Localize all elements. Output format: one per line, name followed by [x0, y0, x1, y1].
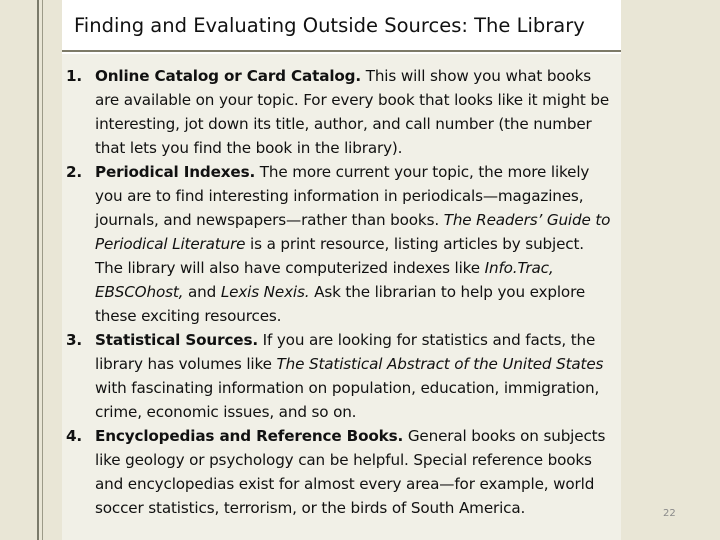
left-margin-band	[0, 0, 62, 540]
title-area	[62, 0, 621, 52]
content-area	[62, 54, 621, 540]
item-text: If you are looking for statistics and facts, the library has volumes like	[95, 331, 596, 373]
sources-list	[66, 64, 615, 520]
item-heading: Periodical Indexes.	[95, 163, 256, 181]
item-text: with fascinating information on population, education, immigration, crime, economic issues, and so on.	[95, 379, 600, 421]
list-item-periodical-indexes	[66, 160, 615, 328]
item-number: 1.	[66, 67, 83, 85]
list-item-encyclopedias	[66, 424, 615, 520]
item-text: The more current your topic, the more likely you are to find interesting information in periodicals—magazines, journals, and newspapers—rather than books.	[95, 163, 590, 229]
vertical-rule-thin	[42, 0, 43, 540]
vertical-rule	[37, 0, 39, 540]
list-item-online-catalog	[66, 64, 615, 160]
item-text-italic: The Readers’ Guide to Periodical Literature	[95, 211, 611, 253]
item-text: is a print resource, listing articles by subject. The library will also have computerized indexes like	[95, 235, 584, 277]
item-heading: Encyclopedias and Reference Books.	[95, 427, 404, 445]
item-text-italic: Info.Trac, EBSCOhost,	[95, 259, 554, 301]
item-heading: Online Catalog or Card Catalog.	[95, 67, 362, 85]
slide-title: Finding and Evaluating Outside Sources: The Library	[74, 14, 585, 37]
item-number: 4.	[66, 427, 83, 445]
item-text: This will show you what books are available on your topic. For every book that looks like it might be interesting, jot down its title, author, and call number (the number that lets you find the book in the library).	[95, 67, 610, 157]
item-number: 2.	[66, 163, 83, 181]
item-number: 3.	[66, 331, 83, 349]
list-item-statistical-sources	[66, 328, 615, 424]
item-text-italic: Lexis Nexis.	[220, 283, 310, 301]
item-text: General books on subjects like geology or psychology can be helpful. Special reference books and encyclopedias exist for almost every area—for example, world soccer statistics, terrorism, or the birds of South America.	[95, 427, 606, 517]
item-text: Ask the librarian to help you explore these exciting resources.	[95, 283, 586, 325]
item-text-italic: The Statistical Abstract of the United States	[276, 355, 604, 373]
item-text: and	[183, 283, 221, 301]
right-margin-band	[621, 0, 720, 540]
page-number: 22	[663, 508, 676, 519]
item-heading: Statistical Sources.	[95, 331, 258, 349]
